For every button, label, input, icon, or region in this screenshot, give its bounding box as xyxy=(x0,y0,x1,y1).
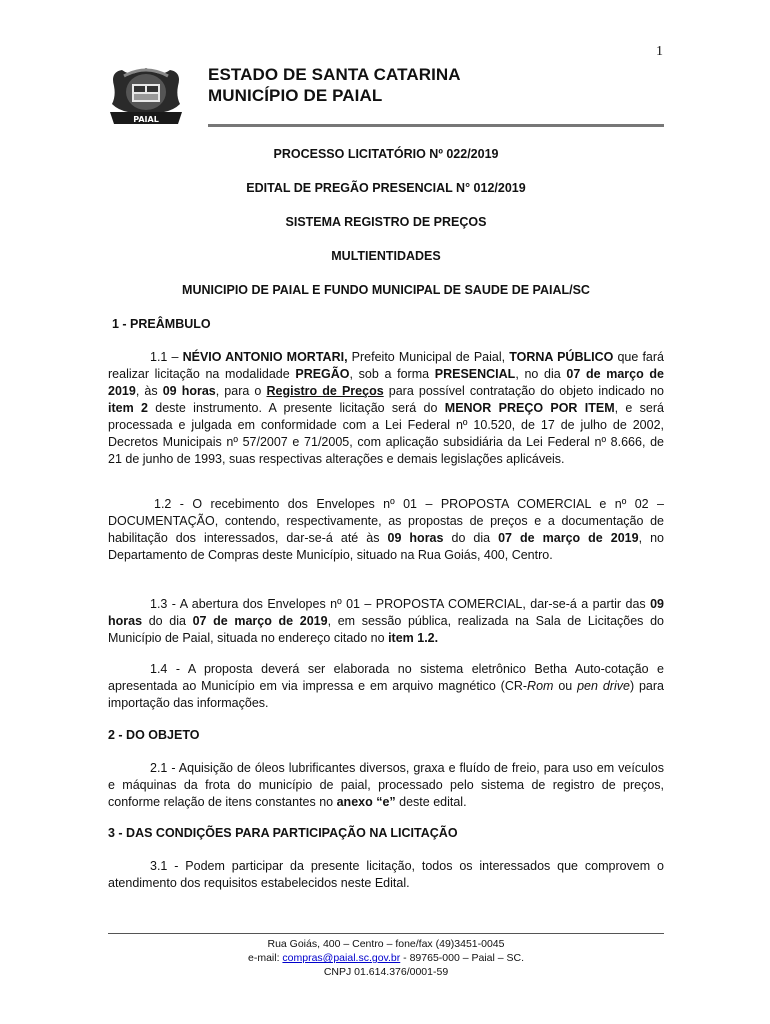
section-heading-preamble: 1 - PREÂMBULO xyxy=(112,317,211,331)
paragraph-1-3: 1.3 - A abertura dos Envelopes nº 01 – PROPOSTA COMERCIAL, dar-se-á a partir das 09 horas do dia 07 de março de 2019, em sessão pública, realizada na Sala de Licitações do Município de Paial, situada no endereço citado no item 1.2. xyxy=(108,597,664,645)
footer-contact: e-mail: compras@paial.sc.gov.br - 89765-000 – Paial – SC. xyxy=(247,952,525,964)
organization-title: MUNICIPIO DE PAIAL E FUNDO MUNICIPAL DE SAUDE DE PAIAL/SC xyxy=(182,283,590,297)
registro-de-precos-underlined: Registro de Preços xyxy=(266,384,384,398)
state-title: ESTADO DE SANTA CATARINA xyxy=(208,65,461,84)
paragraph-1-4: 1.4 - A proposta deverá ser elaborada no sistema eletrônico Betha Auto-cotação e apresentada ao Município em via impressa e em arquivo magnético (CR-Rom ou pen drive) para importação das informações. xyxy=(108,662,664,710)
email-link[interactable]: compras@paial.sc.gov.br xyxy=(282,952,401,964)
edital-title: EDITAL DE PREGÃO PRESENCIAL N° 012/2019 xyxy=(246,181,526,195)
paragraph-2-1: 2.1 - Aquisição de óleos lubrificantes diversos, graxa e fluído de freio, para uso em veículos e máquinas da frota do município de paial, processado pelo sistema de registro de preços, conforme relação de itens constantes no anexo “e” deste edital. xyxy=(108,761,664,809)
footer-address: Rua Goiás, 400 – Centro – fone/fax (49)3451-0045 xyxy=(267,938,505,950)
system-title: SISTEMA REGISTRO DE PREÇOS xyxy=(285,215,487,229)
header-divider xyxy=(208,124,664,127)
entities-title: MULTIENTIDADES xyxy=(331,249,441,263)
page-number: 1 xyxy=(656,44,663,59)
footer-divider xyxy=(108,933,664,934)
section-heading-participation: 3 - DAS CONDIÇÕES PARA PARTICIPAÇÃO NA LICITAÇÃO xyxy=(108,826,458,840)
footer-cnpj: CNPJ 01.614.376/0001-59 xyxy=(323,966,449,978)
seal-text: PAIAL xyxy=(133,115,159,124)
paragraph-1-1: 1.1 – NÉVIO ANTONIO MORTARI, Prefeito Municipal de Paial, TORNA PÚBLICO que fará realizar licitação na modalidade PREGÃO, sob a forma PRESENCIAL, no dia 07 de março de 2019, às 09 horas, para o Registro de Preços para possível contratação do objeto indicado no item 2 deste instrumento. A presente licitação será do MENOR PREÇO POR ITEM, e será processada e julgada em conformidade com a Lei Federal nº 10.520, de 17 de julho de 2002, Decretos Municipais nº 57/2007 e 71/2005, com aplicação subsidiária da Lei Federal nº 8.666, de 21 de junho de 1993, suas respectivas alterações e demais legislações aplicáveis. xyxy=(108,350,664,466)
paragraph-1-2: 1.2 - O recebimento dos Envelopes nº 01 – PROPOSTA COMERCIAL e nº 02 – DOCUMENTAÇÃO, contendo, respectivamente, as propostas de preços e a documentação de habilitação dos interessados, dar-se-á até às 09 horas do dia 07 de março de 2019, no Departamento de Compras deste Município, situado na Rua Goiás, 400, Centro. xyxy=(108,497,664,562)
municipality-title: MUNICÍPIO DE PAIAL xyxy=(208,86,383,105)
municipal-seal-logo xyxy=(108,66,184,130)
section-heading-object: 2 - DO OBJETO xyxy=(108,728,200,742)
process-title: PROCESSO LICITATÓRIO Nº 022/2019 xyxy=(273,147,499,161)
paragraph-3-1: 3.1 - Podem participar da presente licitação, todos os interessados que comprovem o atendimento dos requisitos estabelecidos neste Edital. xyxy=(108,859,664,890)
